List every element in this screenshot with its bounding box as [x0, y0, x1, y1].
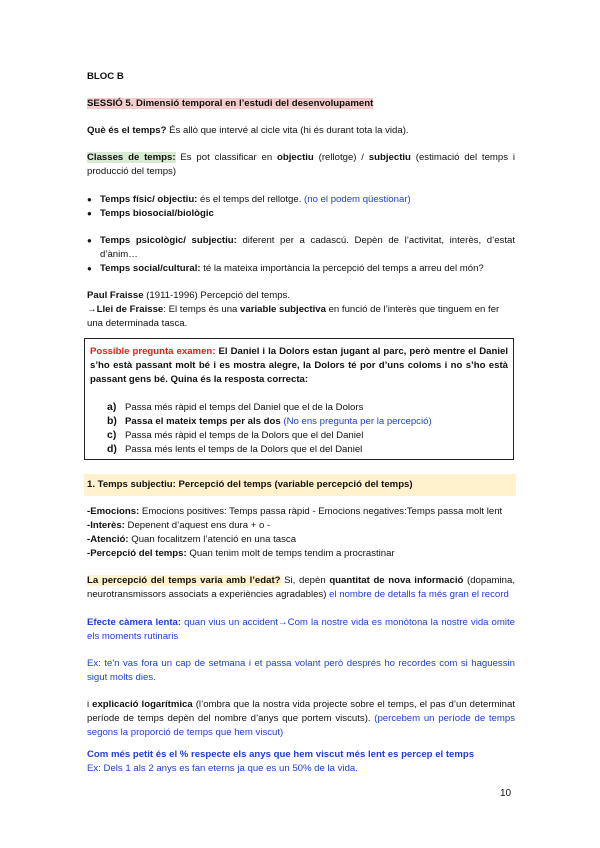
factor-item: -Interès: Depenent d’aquest ens dura + o -	[87, 520, 271, 531]
bullet-icon: ●	[87, 264, 92, 273]
percentage-rule: Com més petit és el % respecte els anys que hem viscut més lent es percep el temps	[87, 749, 475, 760]
bullet-icon: ●	[87, 195, 92, 204]
section-title: 1. Temps subjectiu: Percepció del temps (variable percepció del temps)	[87, 479, 413, 490]
bullet-item: ● Temps biosocial/biològic	[87, 208, 214, 219]
answer-option: d) Passa més lents el temps de la Dolors que el del Daniel	[107, 443, 363, 455]
example-years: Ex: Dels 1 als 2 anys es fan eterns ja que es un 50% de la vida.	[87, 763, 358, 774]
bullet-item: ● Temps psicològic/ subjectiu: diferent per a cadascú. Depèn de l’activitat, interès, d’estat d’ànim…	[87, 235, 515, 260]
logarithmic-explanation: i explicació logarítmica (l’ombra que la nostra vida projecte sobre el temps, el pas d’un determinat període de temps depèn del nombre d’anys que portem viscuts). (percebem un període de temps segons la proporció de temps que hem viscut)	[87, 699, 516, 738]
slow-motion-effect: Efecte càmera lenta: quan vius un accident→Com la nostre vida es monòtona la nostre vida omite els moments rutinaris	[87, 617, 515, 642]
answer-option: c) Passa més ràpid el temps de la Dolors que el del Daniel	[107, 429, 364, 441]
age-perception: La percepció del temps varia amb l’edat? Si, depèn quantitat de nova informació (dopamina, neurotransmissors associats a experiències agradables) el nombre de detalls fa més gran el record	[87, 575, 515, 600]
factor-item: -Emocions: Emocions positives: Temps passa ràpid - Emocions negatives:Temps passa molt lent	[87, 506, 503, 517]
answer-option: a) Passa més ràpid el temps del Daniel que el de la Dolors	[107, 401, 364, 413]
what-is-time: Què és el temps? És allò que intervé al cicle vita (hi és durant tota la vida).	[87, 125, 409, 136]
bloc-heading: BLOC B	[87, 71, 124, 82]
bullet-item: ● Temps social/cultural: té la mateixa importància la percepció del temps a arreu del món?	[87, 263, 484, 274]
session-title: SESSIÓ 5. Dimensió temporal en l’estudi del desenvolupament	[87, 98, 374, 109]
factor-item: -Percepció del temps: Quan tenim molt de temps tendim a procrastinar	[87, 548, 395, 559]
page-number: 10	[500, 788, 512, 799]
factor-item: -Atenció: Quan focalitzem l’atenció en una tasca	[87, 534, 297, 545]
bullet-icon: ●	[87, 236, 92, 245]
bullet-icon: ●	[87, 209, 92, 218]
bullet-item: ● Temps físic/ objectiu: és el temps del rellotge. (no el podem qüestionar)	[87, 194, 411, 205]
answer-option: b) Passa el mateix temps per als dos (No ens pregunta per la percepció)	[107, 415, 432, 427]
exam-question: Possible pregunta examen: El Daniel i la Dolors estan jugant al parc, però mentre el Daniel s’ho està passant molt bé i es mostra alegre, la Dolors té por d’uns coloms i no s’ho està passant gens bé. Quina és la resposta correcta:	[90, 346, 508, 385]
fraisse-paragraph: Paul Fraisse (1911-1996) Percepció del temps. →Llei de Fraisse: El temps és una variable subjectiva en funció de l’interès que tinguem en fer una determinada tasca.	[87, 290, 500, 329]
exam-question-box	[84, 338, 514, 460]
time-classes: Classes de temps: Es pot classificar en objectiu (rellotge) / subjectiu (estimació del temps i producció del temps)	[87, 152, 515, 177]
example-weekend: Ex: te'n vas fora un cap de setmana i et passa volant però després ho recordes com si haguessin sigut molts dies.	[87, 658, 515, 683]
